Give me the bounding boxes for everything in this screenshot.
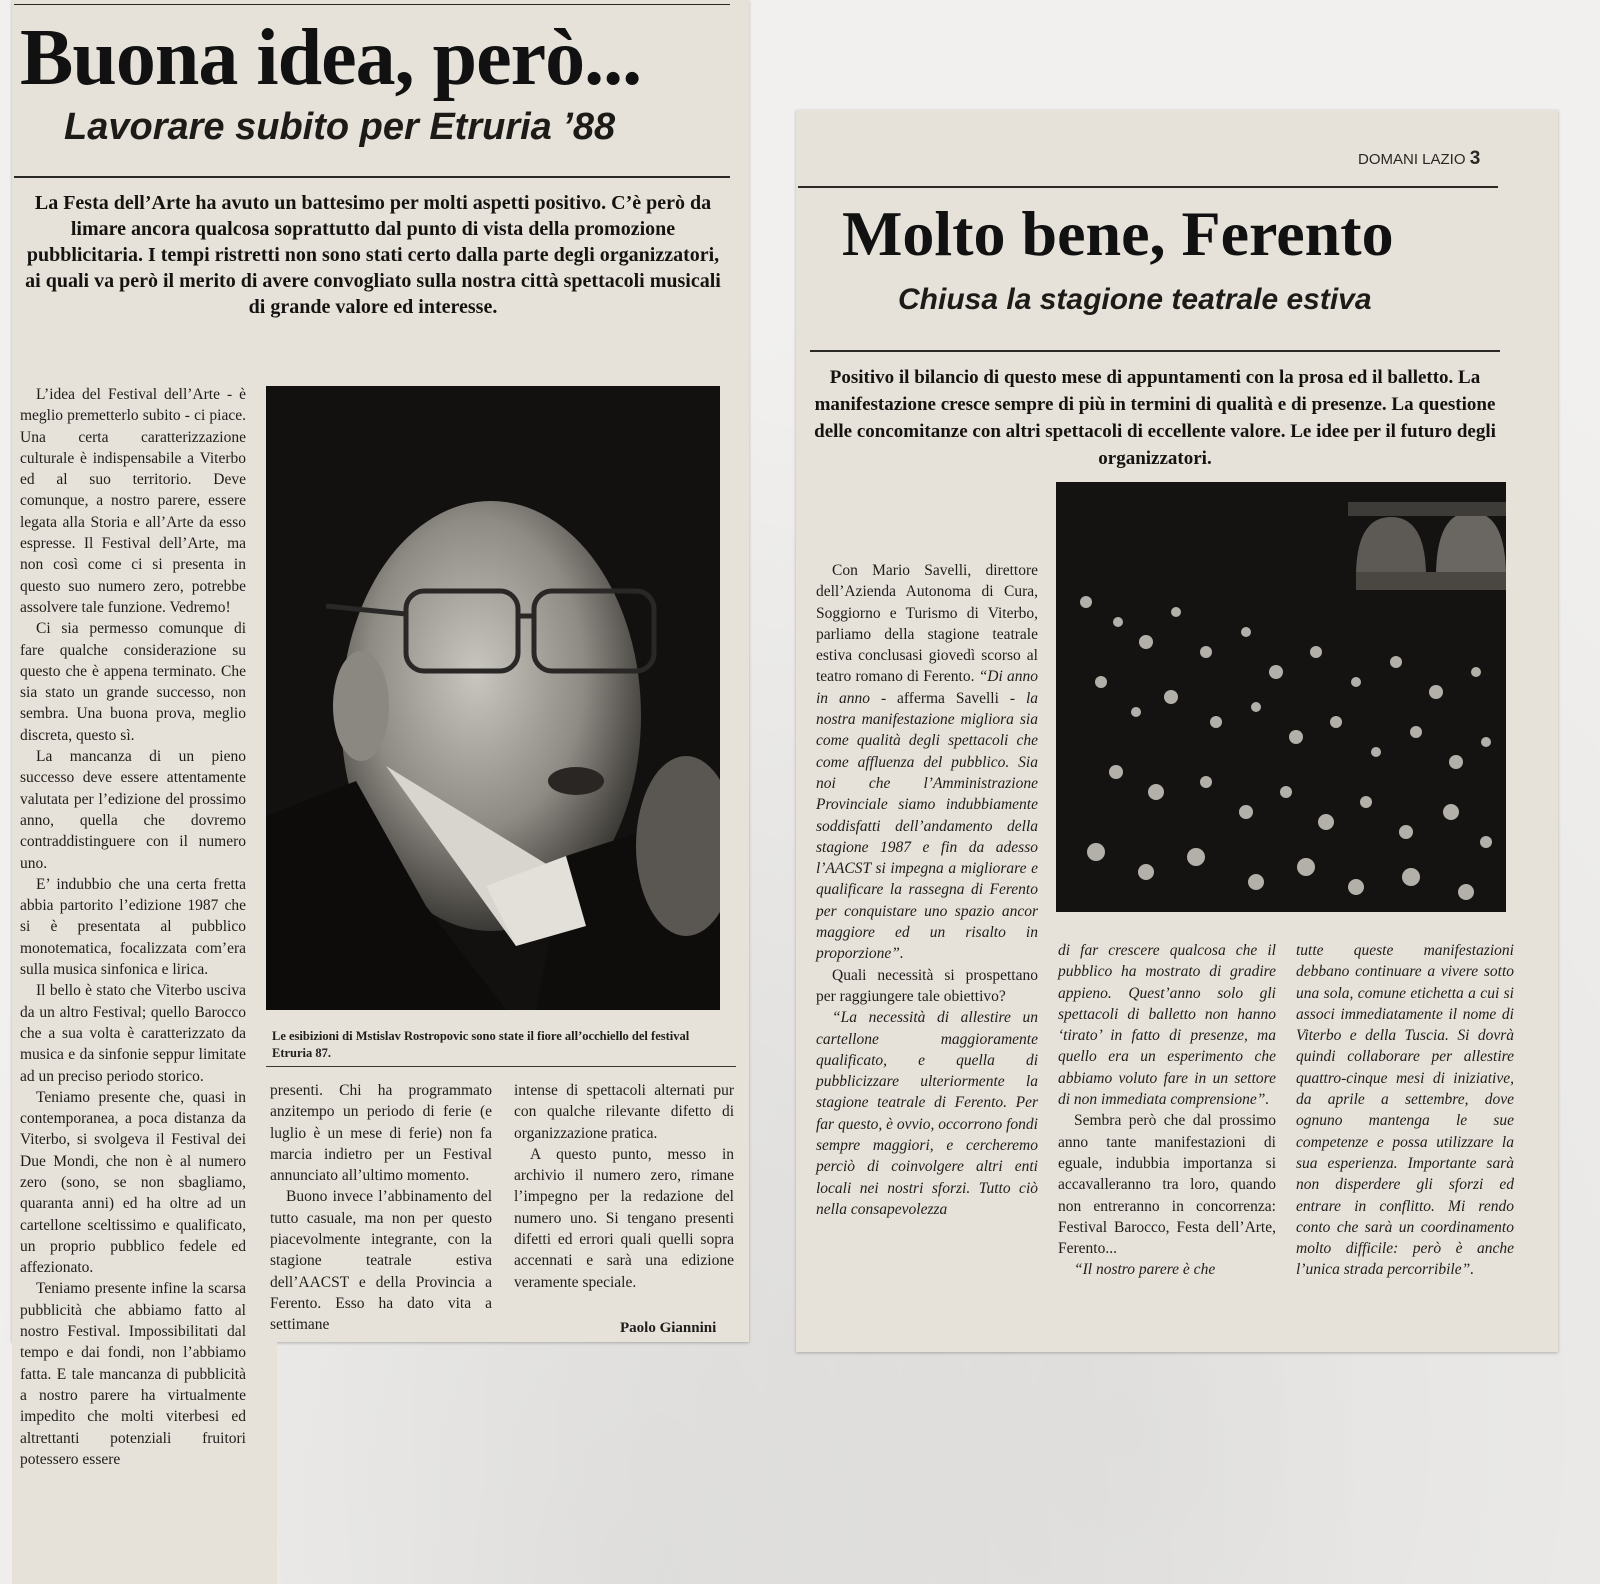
left-col1-p2: Ci sia permesso comunque di fare qualche considerazione su questo che è appena terminato. Che sia stato un grande successo, non sembra. Una buona prova, meglio discreta, questo sì. [20, 620, 246, 744]
left-column-1 [20, 384, 246, 1470]
left-col3-p2: A questo punto, messo in archivio il numero zero, rimane l’impegno per la redazione del numero uno. Si tengano presenti difetti ed errori quali quelli sopra accennati e sarà una edizione veramente speciale. [514, 1145, 734, 1291]
left-col2-p1: presenti. Chi ha programmato anzitempo un periodo di ferie (e luglio è un mese di ferie) non fa marcia indietro per un Festival annunciato all’ultimo momento. [270, 1082, 492, 1185]
right-lead: Positivo il bilancio di questo mese di appuntamenti con la prosa ed il balletto. La manifestazione cresce sempre di più in termini di qualità e di presenze. La questione delle concomitanze con altri spettacoli di eccellente valore. Le idee per il futuro degli organizzatori. [814, 367, 1496, 469]
right-col1-quote-b: - afferma Savelli - [880, 689, 1016, 707]
right-subheadline: Chiusa la stagione teatrale estiva [898, 283, 1372, 316]
left-col3-p1: intense di spettacoli alternati pur con qualche rilevante difetto di organizzazione pratica. [514, 1082, 734, 1142]
page-number: 3 [1469, 148, 1481, 169]
left-col2-p2: Buono invece l’abbinamento del tutto casuale, ma non per questo piacevolmente integrante, con la stagione teatrale estiva dell’AACST e della Provincia a Ferento. Esso ha dato vita a settimane [270, 1188, 492, 1334]
right-col2-roman: Sembra però che dal prossimo anno tante manifestazioni di eguale, indubbia importanza si accavalleranno tra loro, quando non entreranno in concorrenza: Festival Barocco, Festa dell’Arte, Ferento... [1058, 1112, 1276, 1258]
caption-rule [266, 1066, 736, 1067]
left-photo-caption: Le esibizioni di Mstislav Rostropovic sono state il fiore all’occhiello del festival Etruria 87. [272, 1029, 690, 1060]
right-col1-roman: Con Mario Savelli, direttore dell’Azienda Autonoma di Cura, Soggiorno e Turismo di Viterbo, parliamo della stagione teatrale estiva conclusasi giovedì scorso al teatro romano di Ferento. [816, 562, 1038, 686]
right-headline-rule [810, 350, 1500, 352]
left-col1-p3: La mancanza di un pieno successo deve essere attentamente valutata per l’edizione del prossimo anno, quella che dovremo contraddistinguere con il numero uno. [20, 748, 246, 872]
theatre-crowd-illustration [1056, 482, 1506, 912]
right-col1-answer: “La necessità di allestire un cartellone maggioramente qualificato, e quella di pubblicizzare ulteriormente la stagione teatrale di Ferento. Per far questo, è ovvio, occorrono fondi sempre maggiori, e cercheremo perciò di coinvolgere altri enti locali nei nostri sforzi. Tutto ciò nella consapevolezza [816, 1009, 1038, 1218]
right-col2-italic: di far crescere qualcosa che il pubblico ha mostrato di gradire appieno. Quest’anno solo gli spettacoli di balletto non hanno ‘tirato’ in fatto di presenze, ma quello era un esperimento che abbiamo voluto fare in un settore di non immediata comprensione”. [1058, 942, 1276, 1109]
right-column-3 [1296, 940, 1514, 1281]
left-col1-p6: Teniamo presente che, quasi in contemporanea, a poca distanza da Viterbo, si svolgeva il Festival dei Due Mondi, che non è al numero zero (sono, se non sbagliamo, quaranta anni) ed ha oltre ad un cartellone sceltissimo e qualificato, un proprio pubblico fedele ed affezionato. [20, 1088, 246, 1277]
right-col1-quote-a: “Di anno in anno [816, 668, 1038, 707]
top-rule [14, 4, 730, 5]
rostropovich-photo [266, 386, 720, 1010]
right-col1-question: Quali necessità si prospettano per raggiungere tale obiettivo? [816, 966, 1038, 1005]
left-headline: Buona idea, però... [20, 14, 642, 102]
left-headline-rule [14, 176, 730, 178]
left-byline: Paolo Giannini [620, 1320, 717, 1336]
left-lead: La Festa dell’Arte ha avuto un battesimo per molti aspetti positivo. C’è però da limare ancora qualcosa soprattutto dal punto di vista della promozione pubblicitaria. I tempi ristretti non sono stati certo dalla parte degli organizzatori, ai quali va però il merito di avere convogliato sulla nostra città spettacoli musicali di grande valore ed interesse. [25, 192, 721, 318]
right-col3-italic: tutte queste manifestazioni debbano continuare a vivere sotto una sola, comune etichetta a cui si associ immediatamente il nome di Viterbo e della Tuscia. Si dovrà quindi collaborare per allestire quattro-cinque mesi di iniziative, da aprile a settembre, dove ognuno mantenga le sue competenze e possa utilizzare la sua esperienza. Importante sarà non disperdere gli sforzi ed entrare in conflitto. Mi rendo conto che sarà un coordinamento molto difficile: però è anche l’unica strada percorribile”. [1296, 942, 1514, 1279]
right-col1-italic: la nostra manifestazione migliora sia come qualità degli spettacoli che come affluenza del pubblico. Sia noi che l’Amministrazione Provinciale siamo indubbiamente soddisfatti dell’andamento della stagione 1987 e fin da adesso l’AACST si impegna a migliorare e qualificare la rassegna di Ferento per conquistare uno spazio ancor maggiore ed un risalto in proporzione”. [816, 689, 1039, 963]
ferento-theatre-photo [1056, 482, 1506, 912]
left-col1-p7: Teniamo presente infine la scarsa pubblicità che abbiamo fatto al nostro Festival. Impossibilitati dal tempo e dai fondi, non l’abbiamo fatta. E tale mancanza di pubblicità a nostro parere ha virtualmente impedito che molti viterbesi ed altrettanti potenziali fruitori potessero essere [20, 1280, 246, 1468]
right-column-1 [816, 560, 1038, 1220]
left-col1-p4: E’ indubbio che una certa fretta abbia partorito l’edizione 1987 che si è presentata al pubblico monotematica, focalizzata com’era sulla musica sinfonica e lirica. [20, 875, 246, 979]
left-col1-p1: L’idea del Festival dell’Arte - è meglio premetterlo subito - ci piace. Una certa caratterizzazione culturale è indispensabile a Viterbo ed al suo territorio. Deve comunque, a nostro parere, essere legata alla Storia e all’Arte da esso espresse. Il Festival dell’Arte, ma non così come ci si presenta in questo suo numero zero, potrebbe assolvere tale funzione. Vedremo! [20, 386, 246, 616]
left-column-3 [514, 1080, 734, 1293]
left-column-2 [270, 1080, 492, 1336]
right-column-2 [1058, 940, 1276, 1281]
left-col1-p5: Il bello è stato che Viterbo usciva da un altro Festival; quello Barocco che a sua volta è caratterizzato da musica e da sinfonie seppur limitate ad un preciso periodo storico. [20, 982, 246, 1085]
right-headline: Molto bene, Ferento [842, 198, 1394, 269]
portrait-illustration [266, 386, 720, 1010]
page-header-label: DOMANI LAZIO [1358, 151, 1466, 168]
right-col2-italic2: “Il nostro parere è che [1074, 1261, 1216, 1279]
right-col1-intro [816, 560, 1038, 965]
right-header-rule [798, 186, 1498, 188]
page-header [1358, 148, 1480, 170]
left-subheadline: Lavorare subito per Etruria ’88 [64, 106, 616, 148]
